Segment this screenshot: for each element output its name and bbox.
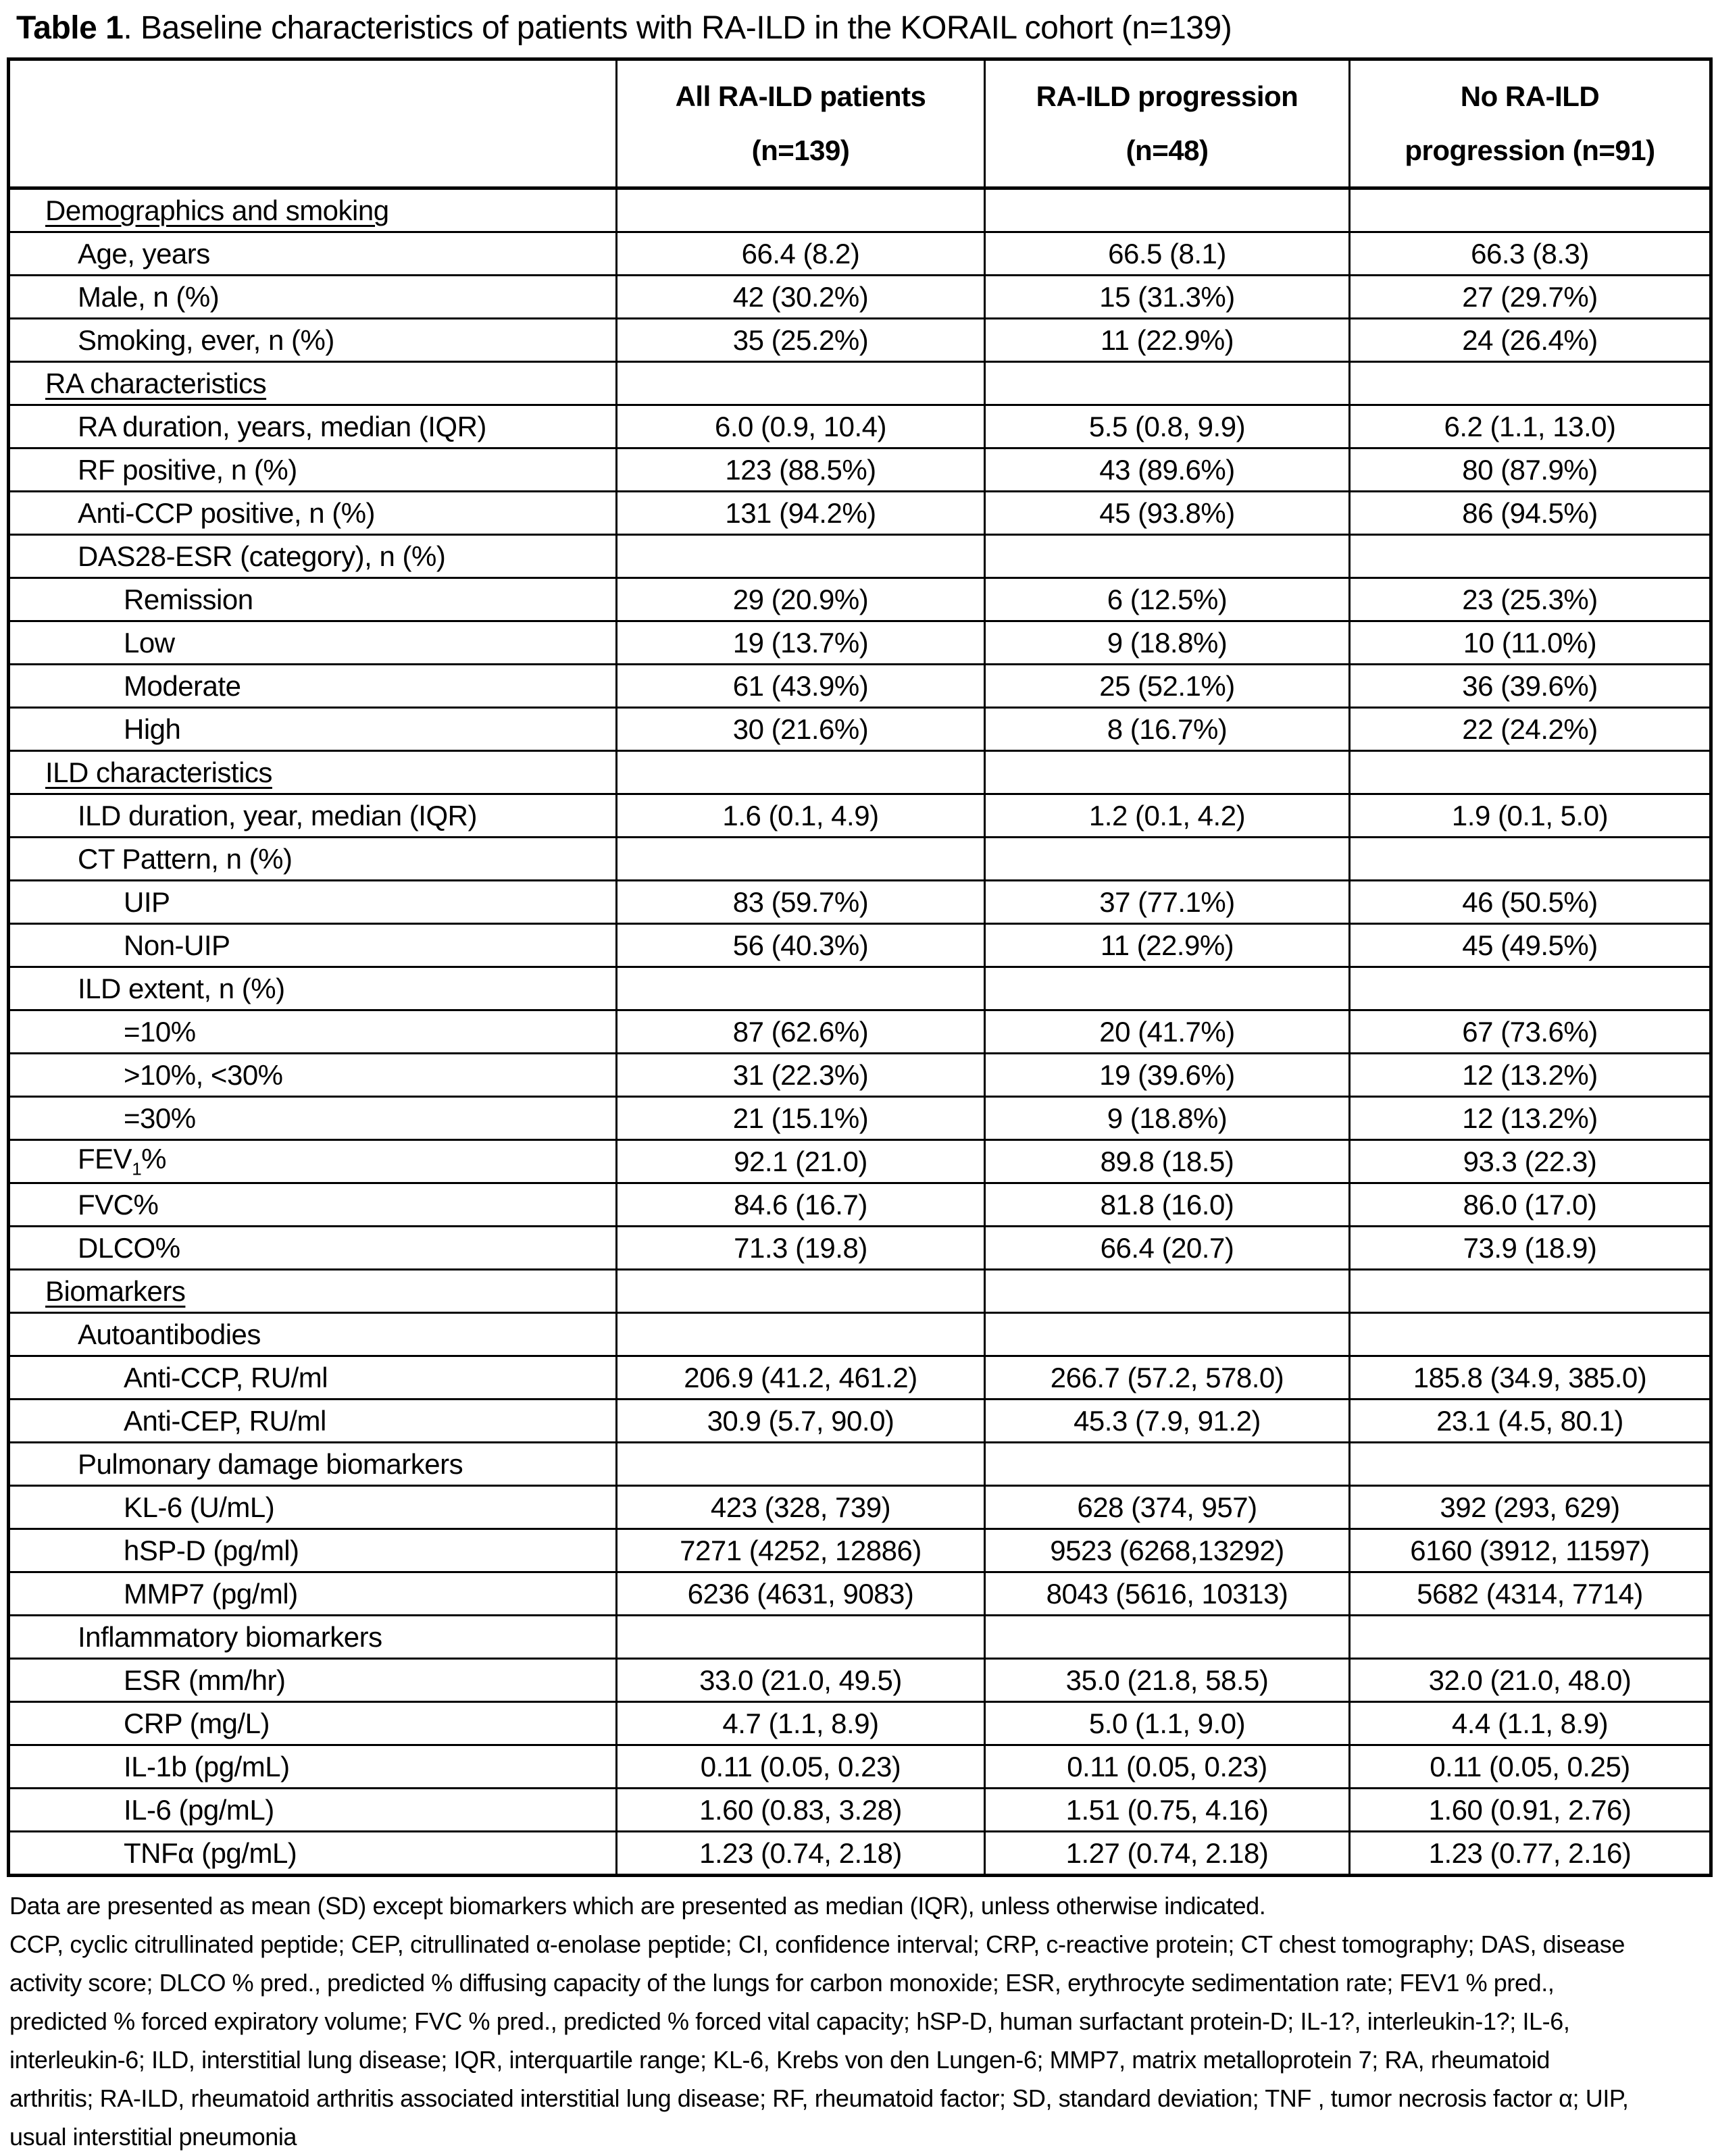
cell-value: 27 (29.7%) <box>1350 276 1711 319</box>
footnote-line: predicted % forced expiratory volume; FVC % pred., predicted % forced vital capacity; hSP-D, human surfactant protein-D; IL-1?, interleukin-1?; IL-6, <box>9 2007 1570 2036</box>
row-label: Pulmonary damage biomarkers <box>9 1443 617 1486</box>
cell-value <box>617 1616 985 1659</box>
cell-value: 71.3 (19.8) <box>617 1227 985 1270</box>
cell-value: 0.11 (0.05, 0.23) <box>617 1745 985 1789</box>
table-row <box>9 1270 1711 1313</box>
cell-value <box>1350 1443 1711 1486</box>
row-label: >10%, <30% <box>9 1054 617 1097</box>
row-label: Autoantibodies <box>9 1313 617 1356</box>
table-row <box>9 578 1711 621</box>
table-row <box>9 1140 1711 1183</box>
cell-value: 6 (12.5%) <box>985 578 1350 621</box>
cell-value: 23 (25.3%) <box>1350 578 1711 621</box>
cell-value: 30.9 (5.7, 90.0) <box>617 1400 985 1443</box>
cell-value: 1.23 (0.74, 2.18) <box>617 1832 985 1876</box>
cell-value: 123 (88.5%) <box>617 448 985 492</box>
cell-value: 6.2 (1.1, 13.0) <box>1350 405 1711 448</box>
table-row <box>9 535 1711 578</box>
footnote-line: usual interstitial pneumonia <box>9 2123 297 2151</box>
header-ra-ild-progression <box>985 59 1350 188</box>
cell-value: 35.0 (21.8, 58.5) <box>985 1659 1350 1702</box>
row-label: Age, years <box>9 232 617 276</box>
cell-value: 6236 (4631, 9083) <box>617 1572 985 1616</box>
cell-value: 61 (43.9%) <box>617 665 985 708</box>
row-label: DLCO% <box>9 1227 617 1270</box>
cell-value <box>1350 188 1711 232</box>
cell-value: 92.1 (21.0) <box>617 1140 985 1183</box>
cell-value: 1.60 (0.91, 2.76) <box>1350 1789 1711 1832</box>
cell-value: 66.4 (8.2) <box>617 232 985 276</box>
header-line: (n=48) <box>1126 134 1209 167</box>
cell-value <box>1350 1616 1711 1659</box>
cell-value: 80 (87.9%) <box>1350 448 1711 492</box>
cell-value: 84.6 (16.7) <box>617 1183 985 1227</box>
cell-value: 0.11 (0.05, 0.25) <box>1350 1745 1711 1789</box>
cell-value <box>1350 535 1711 578</box>
row-label: RF positive, n (%) <box>9 448 617 492</box>
cell-value: 628 (374, 957) <box>985 1486 1350 1529</box>
table-row <box>9 621 1711 665</box>
cell-value: 15 (31.3%) <box>985 276 1350 319</box>
cell-value <box>617 1270 985 1313</box>
cell-value: 392 (293, 629) <box>1350 1486 1711 1529</box>
cell-value <box>985 967 1350 1010</box>
cell-value: 4.4 (1.1, 8.9) <box>1350 1702 1711 1745</box>
cell-value: 9 (18.8%) <box>985 621 1350 665</box>
cell-value: 22 (24.2%) <box>1350 708 1711 751</box>
cell-value <box>617 1313 985 1356</box>
cell-value: 66.4 (20.7) <box>985 1227 1350 1270</box>
cell-value: 12 (13.2%) <box>1350 1054 1711 1097</box>
table-row <box>9 1702 1711 1745</box>
row-label: Biomarkers <box>9 1270 617 1313</box>
cell-value: 1.2 (0.1, 4.2) <box>985 794 1350 838</box>
row-label: ILD characteristics <box>9 751 617 794</box>
baseline-characteristics-table <box>7 57 1713 1877</box>
table-title <box>16 9 1709 47</box>
cell-value: 24 (26.4%) <box>1350 319 1711 362</box>
table-row <box>9 232 1711 276</box>
table-row <box>9 362 1711 405</box>
header-line: No RA-ILD <box>1460 80 1600 113</box>
row-label: Remission <box>9 578 617 621</box>
cell-value: 45 (49.5%) <box>1350 924 1711 967</box>
cell-value <box>617 362 985 405</box>
row-label: Anti-CEP, RU/ml <box>9 1400 617 1443</box>
cell-value: 30 (21.6%) <box>617 708 985 751</box>
footnote-line: CCP, cyclic citrullinated peptide; CEP, citrullinated α-enolase peptide; CI, confidence interval; CRP, c-reactive protein; CT chest tomography; DAS, disease <box>9 1930 1625 1959</box>
cell-value: 4.7 (1.1, 8.9) <box>617 1702 985 1745</box>
cell-value: 93.3 (22.3) <box>1350 1140 1711 1183</box>
row-label: MMP7 (pg/ml) <box>9 1572 617 1616</box>
table-row <box>9 492 1711 535</box>
footnote-line: interleukin-6; ILD, interstitial lung disease; IQR, interquartile range; KL-6, Krebs von den Lungen-6; MMP7, matrix metalloprotein 7; RA, rheumatoid <box>9 2046 1550 2074</box>
cell-value: 45.3 (7.9, 91.2) <box>985 1400 1350 1443</box>
row-label: RA duration, years, median (IQR) <box>9 405 617 448</box>
table-row <box>9 1313 1711 1356</box>
cell-value: 6.0 (0.9, 10.4) <box>617 405 985 448</box>
table-row <box>9 881 1711 924</box>
row-label: FVC% <box>9 1183 617 1227</box>
header-line: (n=139) <box>751 134 850 167</box>
row-label: KL-6 (U/mL) <box>9 1486 617 1529</box>
row-label: Anti-CCP positive, n (%) <box>9 492 617 535</box>
table-row <box>9 276 1711 319</box>
table-row <box>9 319 1711 362</box>
table-row <box>9 751 1711 794</box>
table-row <box>9 924 1711 967</box>
cell-value: 87 (62.6%) <box>617 1010 985 1054</box>
row-label: UIP <box>9 881 617 924</box>
table-row <box>9 708 1711 751</box>
cell-value: 86.0 (17.0) <box>1350 1183 1711 1227</box>
table-row <box>9 1097 1711 1140</box>
table-row <box>9 1054 1711 1097</box>
table-row <box>9 1789 1711 1832</box>
cell-value <box>617 751 985 794</box>
cell-value: 45 (93.8%) <box>985 492 1350 535</box>
row-label: IL-1b (pg/mL) <box>9 1745 617 1789</box>
cell-value: 5.5 (0.8, 9.9) <box>985 405 1350 448</box>
cell-value: 23.1 (4.5, 80.1) <box>1350 1400 1711 1443</box>
table-row <box>9 1400 1711 1443</box>
header-line: RA-ILD progression <box>1036 80 1298 113</box>
table-row <box>9 1010 1711 1054</box>
cell-value: 36 (39.6%) <box>1350 665 1711 708</box>
footnote-line: arthritis; RA-ILD, rheumatoid arthritis associated interstitial lung disease; RF, rheumatoid factor; SD, standard deviation; TNF , tumor necrosis factor α; UIP, <box>9 2084 1629 2113</box>
header-empty-cell <box>9 59 617 188</box>
cell-value <box>617 1443 985 1486</box>
cell-value: 56 (40.3%) <box>617 924 985 967</box>
cell-value: 43 (89.6%) <box>985 448 1350 492</box>
cell-value <box>1350 838 1711 881</box>
header-line: progression (n=91) <box>1405 134 1655 167</box>
cell-value <box>617 838 985 881</box>
table-row <box>9 838 1711 881</box>
cell-value: 1.6 (0.1, 4.9) <box>617 794 985 838</box>
cell-value <box>617 188 985 232</box>
row-label: ESR (mm/hr) <box>9 1659 617 1702</box>
row-label: Demographics and smoking <box>9 188 617 232</box>
cell-value: 9523 (6268,13292) <box>985 1529 1350 1572</box>
row-label: CT Pattern, n (%) <box>9 838 617 881</box>
cell-value: 46 (50.5%) <box>1350 881 1711 924</box>
row-label: Anti-CCP, RU/ml <box>9 1356 617 1400</box>
cell-value: 19 (13.7%) <box>617 621 985 665</box>
cell-value: 206.9 (41.2, 461.2) <box>617 1356 985 1400</box>
table-row <box>9 188 1711 232</box>
row-label: ILD duration, year, median (IQR) <box>9 794 617 838</box>
row-label: ILD extent, n (%) <box>9 967 617 1010</box>
cell-value: 7271 (4252, 12886) <box>617 1529 985 1572</box>
table-title-text: . Baseline characteristics of patients with RA-ILD in the KORAIL cohort (n=139) <box>123 10 1232 46</box>
cell-value: 5.0 (1.1, 9.0) <box>985 1702 1350 1745</box>
cell-value: 1.23 (0.77, 2.16) <box>1350 1832 1711 1876</box>
table-title-number: Table 1 <box>16 10 124 46</box>
cell-value <box>1350 1270 1711 1313</box>
cell-value: 266.7 (57.2, 578.0) <box>985 1356 1350 1400</box>
row-label: Low <box>9 621 617 665</box>
cell-value <box>985 188 1350 232</box>
cell-value <box>985 1313 1350 1356</box>
row-label: CRP (mg/L) <box>9 1702 617 1745</box>
cell-value: 33.0 (21.0, 49.5) <box>617 1659 985 1702</box>
header-all-ra-ild-patients <box>617 59 985 188</box>
cell-value <box>1350 1313 1711 1356</box>
cell-value: 66.3 (8.3) <box>1350 232 1711 276</box>
footnote-line: Data are presented as mean (SD) except biomarkers which are presented as median (IQR), unless otherwise indicated. <box>9 1892 1266 1920</box>
cell-value <box>1350 751 1711 794</box>
cell-value <box>985 1270 1350 1313</box>
row-label: High <box>9 708 617 751</box>
cell-value <box>985 751 1350 794</box>
header-line: All RA-ILD patients <box>675 80 926 113</box>
cell-value: 19 (39.6%) <box>985 1054 1350 1097</box>
row-label: RA characteristics <box>9 362 617 405</box>
cell-value: 5682 (4314, 7714) <box>1350 1572 1711 1616</box>
cell-value <box>1350 967 1711 1010</box>
table-row <box>9 448 1711 492</box>
cell-value <box>985 1443 1350 1486</box>
row-label: =10% <box>9 1010 617 1054</box>
header-row <box>9 59 1711 188</box>
footnote-line: activity score; DLCO % pred., predicted % diffusing capacity of the lungs for carbon monoxide; ESR, erythrocyte sedimentation rate; FEV1 % pred., <box>9 1969 1555 1997</box>
cell-value: 0.11 (0.05, 0.23) <box>985 1745 1350 1789</box>
table-row <box>9 1227 1711 1270</box>
table-body <box>9 188 1711 1876</box>
row-label: hSP-D (pg/ml) <box>9 1529 617 1572</box>
table-row <box>9 1659 1711 1702</box>
row-label: DAS28-ESR (category), n (%) <box>9 535 617 578</box>
cell-value: 8043 (5616, 10313) <box>985 1572 1350 1616</box>
cell-value: 86 (94.5%) <box>1350 492 1711 535</box>
cell-value: 6160 (3912, 11597) <box>1350 1529 1711 1572</box>
cell-value: 35 (25.2%) <box>617 319 985 362</box>
cell-value: 89.8 (18.5) <box>985 1140 1350 1183</box>
cell-value: 1.9 (0.1, 5.0) <box>1350 794 1711 838</box>
cell-value <box>985 1616 1350 1659</box>
cell-value: 11 (22.9%) <box>985 319 1350 362</box>
cell-value: 8 (16.7%) <box>985 708 1350 751</box>
cell-value: 185.8 (34.9, 385.0) <box>1350 1356 1711 1400</box>
row-label: $FEV_1\%$ <box>9 1140 617 1183</box>
table-row <box>9 1356 1711 1400</box>
cell-value: 29 (20.9%) <box>617 578 985 621</box>
cell-value <box>985 535 1350 578</box>
row-label: TNFα (pg/mL) <box>9 1832 617 1876</box>
footnote <box>9 1886 1709 2156</box>
cell-value: 1.51 (0.75, 4.16) <box>985 1789 1350 1832</box>
row-label: =30% <box>9 1097 617 1140</box>
table-row <box>9 1486 1711 1529</box>
table-row <box>9 967 1711 1010</box>
cell-value <box>1350 362 1711 405</box>
cell-value: 81.8 (16.0) <box>985 1183 1350 1227</box>
cell-value: 12 (13.2%) <box>1350 1097 1711 1140</box>
row-label: Smoking, ever, n (%) <box>9 319 617 362</box>
cell-value: 66.5 (8.1) <box>985 232 1350 276</box>
cell-value <box>617 967 985 1010</box>
cell-value <box>985 838 1350 881</box>
cell-value: 1.27 (0.74, 2.18) <box>985 1832 1350 1876</box>
cell-value: 1.60 (0.83, 3.28) <box>617 1789 985 1832</box>
cell-value: 42 (30.2%) <box>617 276 985 319</box>
table-row <box>9 1443 1711 1486</box>
table-row <box>9 1529 1711 1572</box>
cell-value: 83 (59.7%) <box>617 881 985 924</box>
cell-value: 21 (15.1%) <box>617 1097 985 1140</box>
cell-value: 131 (94.2%) <box>617 492 985 535</box>
row-label: IL-6 (pg/mL) <box>9 1789 617 1832</box>
row-label: Male, n (%) <box>9 276 617 319</box>
table-row <box>9 794 1711 838</box>
table-row <box>9 1832 1711 1876</box>
header-no-ra-ild-progression <box>1350 59 1711 188</box>
table-row <box>9 1616 1711 1659</box>
cell-value: 9 (18.8%) <box>985 1097 1350 1140</box>
row-label: Moderate <box>9 665 617 708</box>
cell-value: 37 (77.1%) <box>985 881 1350 924</box>
table-row <box>9 405 1711 448</box>
row-label: Non-UIP <box>9 924 617 967</box>
table-row <box>9 665 1711 708</box>
cell-value: 32.0 (21.0, 48.0) <box>1350 1659 1711 1702</box>
table-row <box>9 1572 1711 1616</box>
cell-value: 11 (22.9%) <box>985 924 1350 967</box>
cell-value: 10 (11.0%) <box>1350 621 1711 665</box>
cell-value: 20 (41.7%) <box>985 1010 1350 1054</box>
cell-value: 73.9 (18.9) <box>1350 1227 1711 1270</box>
cell-value: 67 (73.6%) <box>1350 1010 1711 1054</box>
table-row <box>9 1745 1711 1789</box>
cell-value: 31 (22.3%) <box>617 1054 985 1097</box>
cell-value: 423 (328, 739) <box>617 1486 985 1529</box>
cell-value: 25 (52.1%) <box>985 665 1350 708</box>
table-row <box>9 1183 1711 1227</box>
row-label: Inflammatory biomarkers <box>9 1616 617 1659</box>
cell-value <box>617 535 985 578</box>
cell-value <box>985 362 1350 405</box>
table-header <box>9 59 1711 188</box>
